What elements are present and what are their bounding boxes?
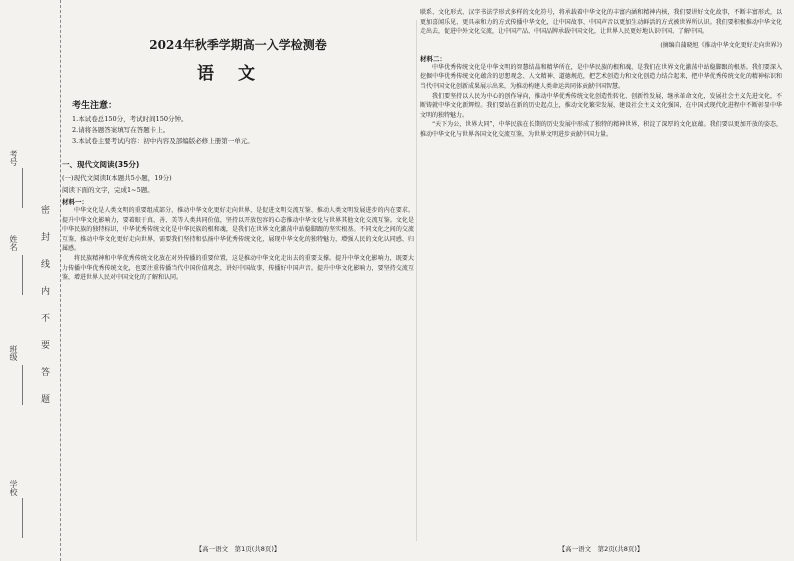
school-field[interactable] (22, 498, 23, 538)
notice-heading: 考生注意： (72, 101, 118, 111)
exam-title: 2024年秋季学期高一入学检测卷 (149, 38, 327, 52)
page-divider (416, 20, 417, 541)
paragraph: “天下为公，世界大同”，中华民族在长期的历史发展中形成了独特的精神世界，积淀了深厚的文化底蕴。我们要以更加开放的姿态，推动中华文化与世界各国文化交流互鉴，为世界文明进步贡献中国力量。 (420, 121, 782, 138)
paragraph: 中华文化是人类文明的重要组成部分，推动中华文化更好走向世界，是促进文明交流互鉴、推动人类文明发展进步的内在要求。提升中华文化影响力，要着眼于真、善、美等人类共同价值，坚持以开放包容的心态推动中华文化与世界其他文化交流互鉴。文化是中华民族的独特标识，中华优秀传统文化是中华民族的根和魂，是我们在世界文化激荡中站稳脚跟的坚实根基。不同文化之间的交流互鉴，推动中华文化更好走向世界，需要我们坚持和弘扬中华优秀传统文化，展现中华文化的独特魅力，增强人民的文化认同感、归属感。 (62, 207, 414, 253)
binding-label-class: 班级 (9, 345, 18, 361)
notice-item: 2.请将各题答案填写在答题卡上。 (72, 126, 170, 134)
binding-label-school: 学校 (9, 480, 18, 496)
paragraph: 我们要坚持以人民为中心的创作导向，推动中华优秀传统文化创造性转化、创新性发展，继承革命文化，发展社会主义先进文化，不断铸就中华文化新辉煌。我们要站在新的历史起点上，推动文化繁荣发展，建设社会主义文化强国，在中国式现代化进程中不断彰显中华文明的独特魅力。 (420, 92, 782, 119)
paragraph: 联系、文化形式、汉字书法学形式多样的文化符号，将承载着中华文化的丰富内涵和精神内核，我们要讲好文化故事，不断丰富形式，以更加喜闻乐见、更具亲和力的方式传播中华文化，让中国故事、中国声音以更加生动鲜活的方式被世界所认识。我们要积极推动中华文化走出去，促进中外文化交流，让中国产品、中国品牌承载中国文化，让世界人民更好地认识中国、了解中国。 (420, 9, 782, 36)
notice-item: 1.本试卷总150分，考试时间150分钟。 (72, 115, 188, 123)
source-citation: (摘编自蒲晓旭《推动中华文化更好走向世界》) (660, 41, 782, 49)
binding-label-kaohao: 考号 (9, 150, 18, 166)
subject-title: 语文 (197, 64, 279, 84)
page-footer: 【高一语文 第2页(共8页)】 (558, 545, 644, 553)
material-label: 材料一： (62, 198, 88, 206)
page-2 (420, 8, 782, 553)
kaohao-field[interactable] (22, 168, 23, 208)
page-footer: 【高一语文 第1页(共8页)】 (195, 545, 281, 553)
paragraph: 中华优秀传统文化是中华文明的智慧结晶和精华所在，是中华民族的根和魂，是我们在世界文化激荡中站稳脚跟的根基。我们要深入挖掘中华优秀传统文化蕴含的思想观念、人文精神、道德规范，把艺术创造力和文化创造力结合起来，把中华优秀传统文化的精神标识和当代中国文化创新成果展示出来，为推动构建人类命运共同体贡献中国智慧。 (420, 63, 782, 90)
material-label: 材料二： (420, 54, 446, 63)
binding-label-name: 姓名 (9, 235, 18, 251)
class-field[interactable] (22, 365, 23, 405)
instructions: 阅读下面的文字，完成1~5题。 (62, 186, 154, 194)
name-field[interactable] (22, 255, 23, 295)
notice-item: 3.本试卷主要考试内容：初中内容及部编版必修上册第一单元。 (72, 137, 254, 145)
paragraph: 将民族精神和中华优秀传统文化放在对外传播的重要位置，这是推动中华文化走出去的重要支撑。提升中华文化影响力，既要大力传播中华优秀传统文化，也要注重传播当代中国价值观念，讲好中国故事，传播好中国声音。提升中华文化影响力，要坚持交流互鉴，增进世界人民对中国文化的了解和认同。 (62, 254, 414, 282)
binding-strip (0, 0, 61, 561)
section-title: 一、现代文阅读(35分) (62, 160, 140, 169)
page-1 (62, 8, 414, 553)
seal-line-text: 密封线内不要答题 (39, 205, 49, 421)
subsection-title: (一)现代文阅读Ⅰ(本题共5小题，19分) (62, 174, 172, 182)
